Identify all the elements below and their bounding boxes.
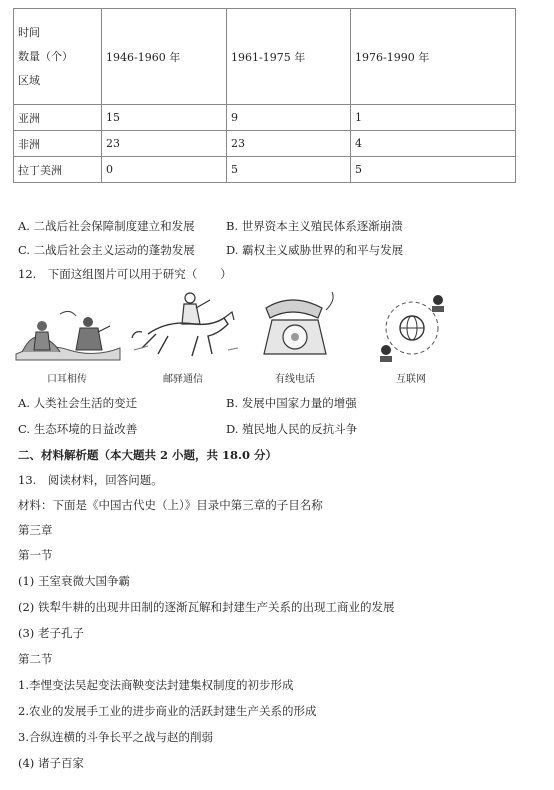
q11-option-d: D. 霸权主义威胁世界的和平与发展 xyxy=(226,243,404,257)
section-2-title: 二、材料解析题（本大题共 2 小题，共 18.0 分） xyxy=(18,448,278,462)
q13-stem: 13. 阅读材料，回答问题。 xyxy=(18,473,163,487)
table-row xyxy=(14,105,516,131)
chapter-heading: 第三章 xyxy=(18,523,53,537)
row-region: 亚洲 xyxy=(14,105,102,131)
image-label-telephone: 有线电话 xyxy=(275,374,315,385)
row-cell: 4 xyxy=(351,131,516,157)
table-row xyxy=(14,131,516,157)
row-cell: 15 xyxy=(102,105,227,131)
q12-option-a: A. 人类社会生活的变迁 xyxy=(18,396,138,410)
table-row xyxy=(14,157,516,183)
row-cell: 1 xyxy=(351,105,516,131)
q11-option-c: C. 二战后社会主义运动的蓬勃发展 xyxy=(18,243,195,257)
row-cell: 23 xyxy=(227,131,351,157)
toc-item: (3) 老子孔子 xyxy=(18,626,84,640)
section-2-heading: 第二节 xyxy=(18,652,53,666)
header-period-3: 1976-1990 年 xyxy=(351,9,516,105)
header-period-1: 1946-1960 年 xyxy=(102,9,227,105)
q12-option-c: C. 生态环境的日益改善 xyxy=(18,422,138,436)
toc-item: 2.农业的发展手工业的进步商业的活跃封建生产关系的形成 xyxy=(18,704,317,718)
toc-item: 3.合纵连横的斗争长平之战与赵的削弱 xyxy=(18,730,213,744)
header-period-2: 1961-1975 年 xyxy=(227,9,351,105)
row-cell: 0 xyxy=(102,157,227,183)
postal-horse-illustration xyxy=(128,290,240,362)
header-line-region: 区域 xyxy=(18,73,40,87)
toc-item: (4) 诸子百家 xyxy=(18,756,84,770)
word-of-mouth-illustration xyxy=(14,292,122,362)
section-1-heading: 第一节 xyxy=(18,548,53,562)
q11-option-a: A. 二战后社会保障制度建立和发展 xyxy=(18,219,195,233)
row-region: 拉丁美洲 xyxy=(14,157,102,183)
toc-item: 1.李悝变法吴起变法商鞅变法封建集权制度的初步形成 xyxy=(18,678,294,692)
row-cell: 9 xyxy=(227,105,351,131)
q12-option-d: D. 殖民地人民的反抗斗争 xyxy=(226,422,358,436)
colonies-table xyxy=(13,8,516,183)
telephone-illustration xyxy=(252,290,340,364)
internet-illustration xyxy=(372,290,452,364)
q12-option-b: B. 发展中国家力量的增强 xyxy=(226,396,357,410)
image-label-postal-relay: 邮驿通信 xyxy=(163,374,203,385)
row-cell: 5 xyxy=(351,157,516,183)
header-line-count: 数量（个） xyxy=(18,49,73,63)
image-label-internet: 互联网 xyxy=(396,374,426,385)
toc-item: (2) 铁犁牛耕的出现井田制的逐渐瓦解和封建生产关系的出现工商业的发展 xyxy=(18,600,395,614)
table-header-row xyxy=(14,9,516,105)
q11-option-b: B. 世界资本主义殖民体系逐渐崩溃 xyxy=(226,219,403,233)
q12-stem: 12. 下面这组图片可以用于研究（ ） xyxy=(18,267,232,281)
image-label-word-of-mouth: 口耳相传 xyxy=(47,374,87,385)
row-cell: 5 xyxy=(227,157,351,183)
header-line-time: 时间 xyxy=(18,25,40,39)
toc-item: (1) 王室衰微大国争霸 xyxy=(18,574,130,588)
row-cell: 23 xyxy=(102,131,227,157)
header-corner-cell xyxy=(14,9,102,105)
row-region: 非洲 xyxy=(14,131,102,157)
q13-material: 材料：下面是《中国古代史（上）》目录中第三章的子目名称 xyxy=(18,498,323,512)
